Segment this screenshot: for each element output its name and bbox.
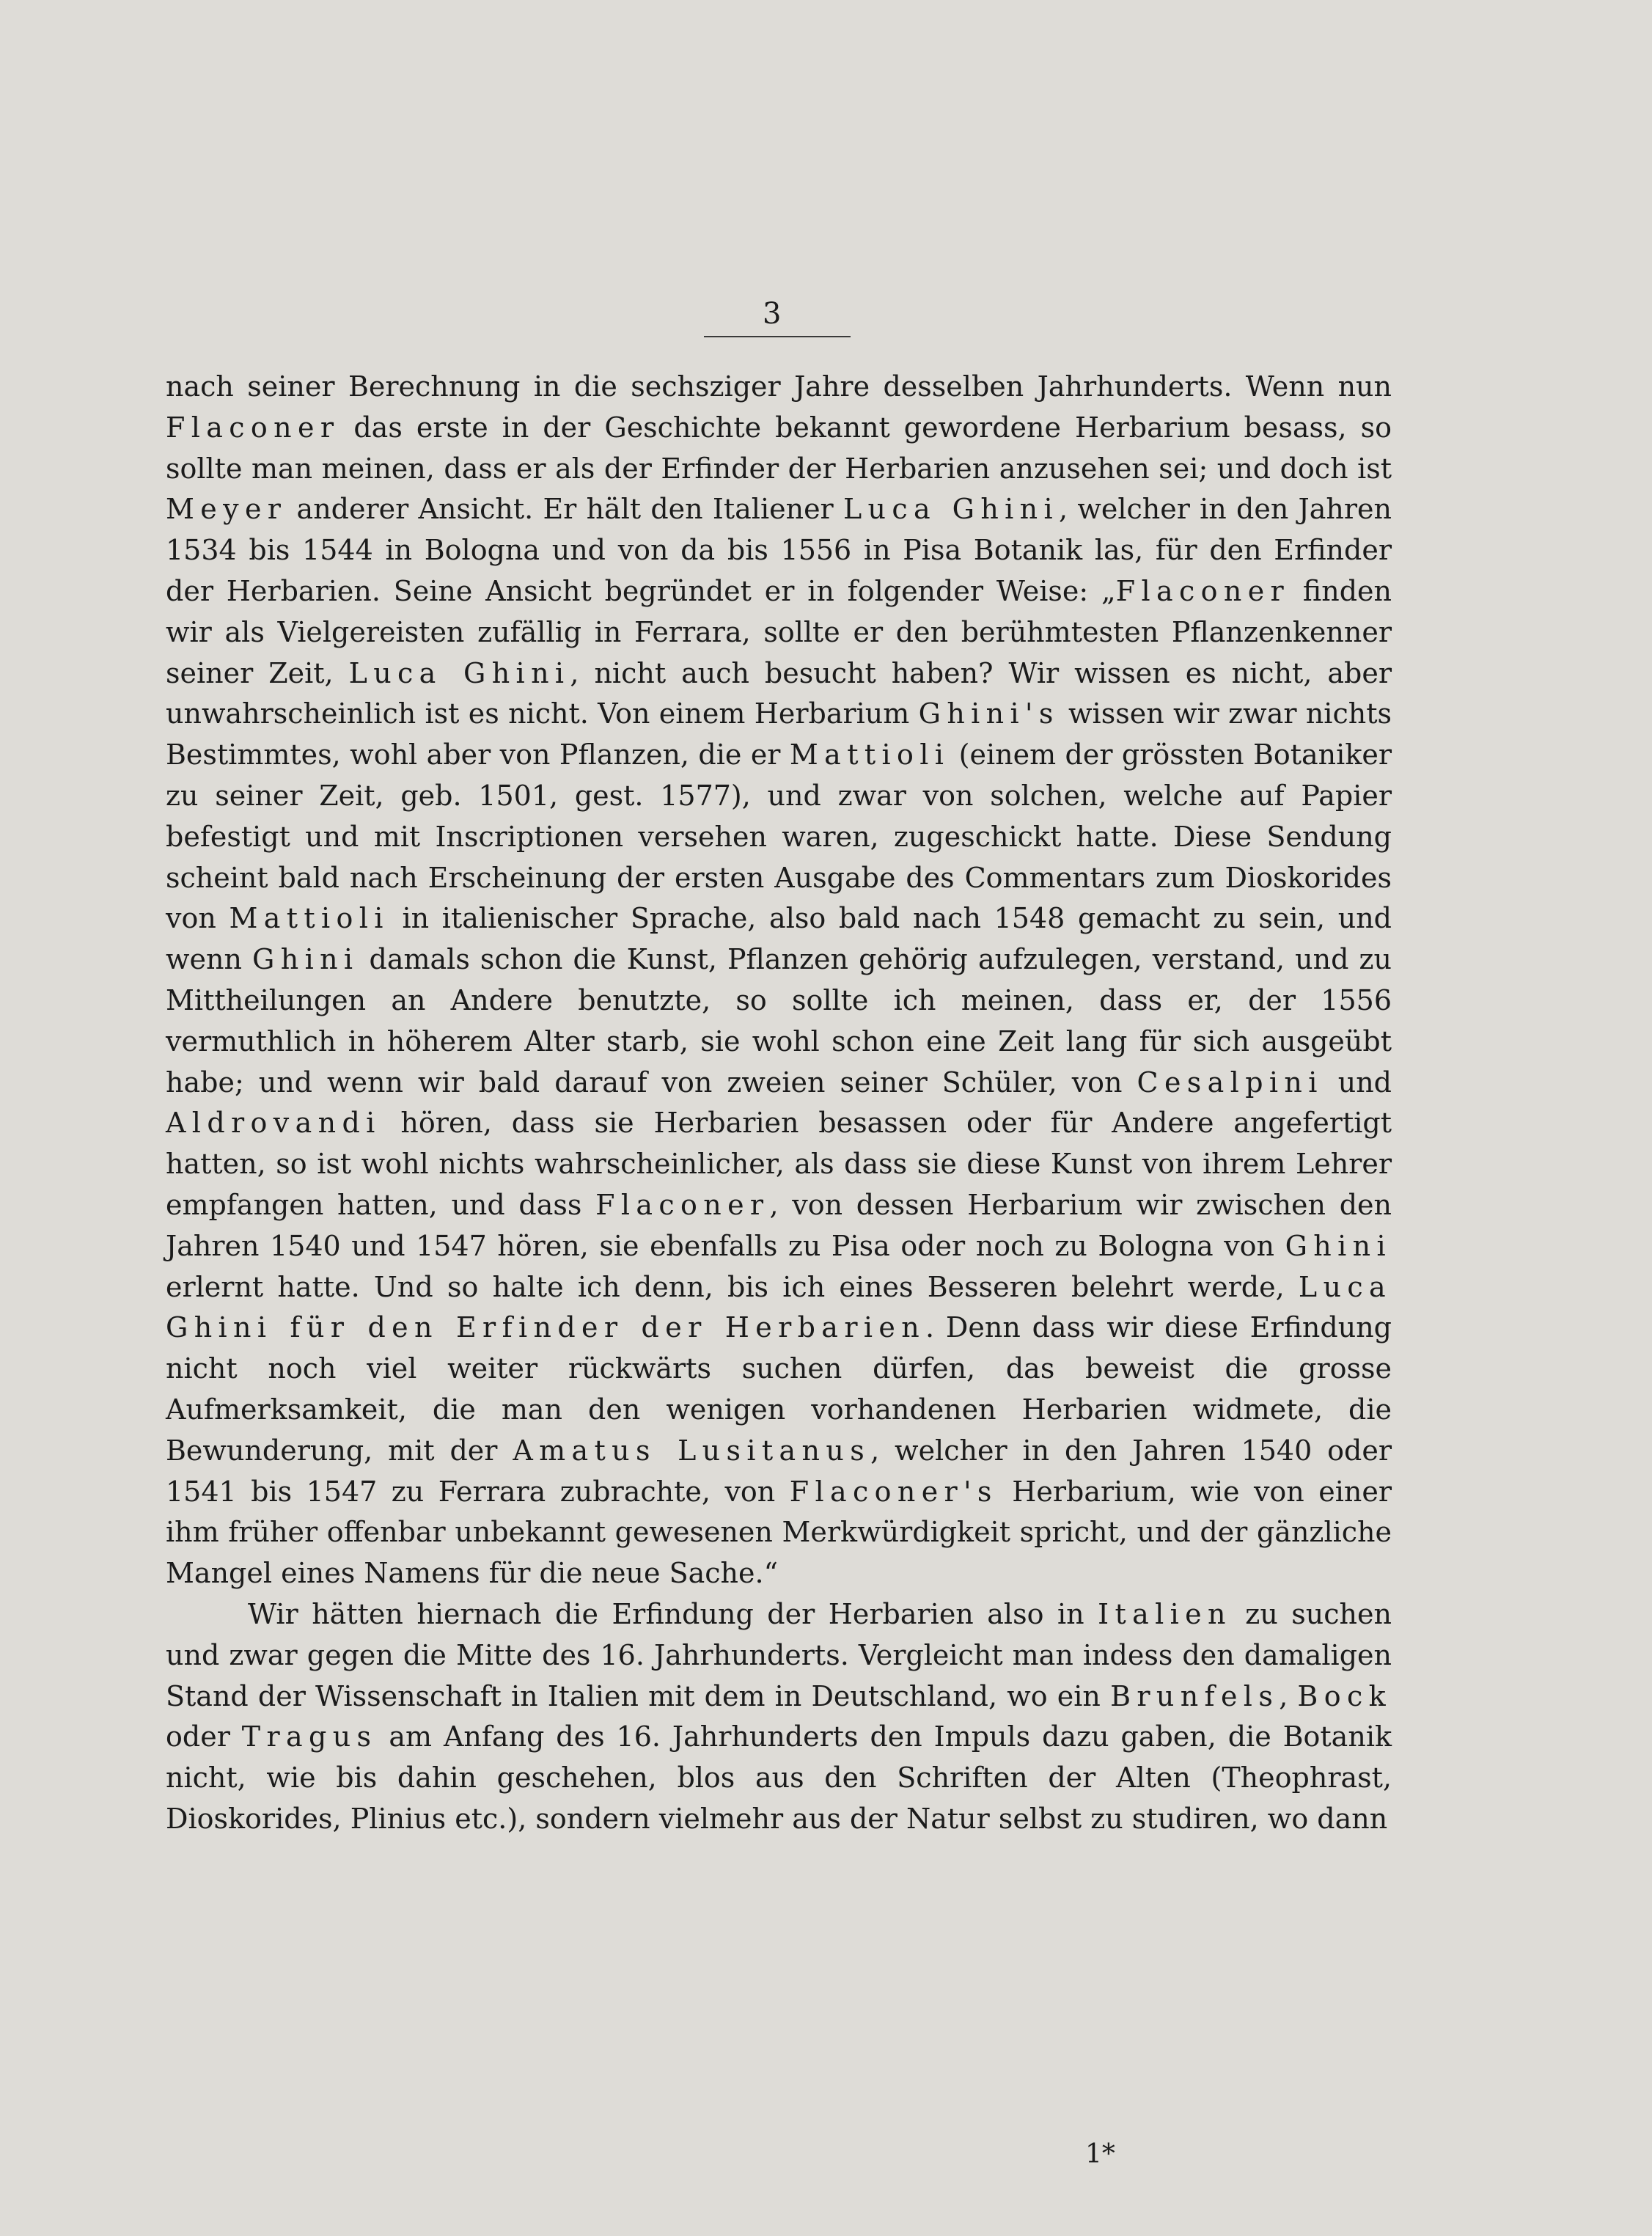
spaced-name: Flaconer [166, 411, 340, 444]
spaced-name: Ghini's [918, 697, 1060, 730]
spaced-name: Brunfels [1110, 1679, 1280, 1712]
spaced-name: Aldrovandi [166, 1107, 381, 1140]
spaced-name: Luca Ghini [348, 656, 570, 689]
text-run: oder [166, 1720, 242, 1753]
text-run: Herbarium, wie von einer ihm früher offenbar unbekannt gewesenen Merkwürdigkeit spricht, und der gänzliche Mangel eines Namens für die neue Sache.“ [166, 1475, 1392, 1590]
text-run: anderer Ansicht. Er hält den Italiener [287, 493, 843, 526]
body-text [166, 367, 1392, 1840]
spaced-name: Amatus Lusitanus [513, 1434, 871, 1467]
text-run: , von dessen Herbarium wir zwischen den Jahren 1540 und 1547 hören, sie ebenfalls zu Pisa oder noch zu Bologna von [166, 1188, 1392, 1262]
text-run: erlernt hatte. Und so halte ich denn, bis ich eines Besseren belehrt werde, [166, 1270, 1299, 1303]
text-run: in italienischer Sprache, also bald nach 1548 gemacht zu sein, und wenn [166, 902, 1392, 976]
spaced-name: Mattioli [229, 902, 389, 935]
text-run: Wir hätten hiernach die Erfindung der Herbarien also in [248, 1597, 1098, 1630]
text-run: zu suchen und zwar gegen die Mitte des 16. Jahrhunderts. Vergleicht man indess den damaligen Stand der Wissenschaft in Italien mit dem in Deutschland, wo ein [166, 1597, 1392, 1712]
text-run: , nicht auch besucht haben? Wir wissen es nicht, aber unwahrscheinlich ist es nicht. Von einem Herbarium [166, 656, 1392, 730]
text-run: , [1279, 1679, 1298, 1712]
spaced-name: Ghini [252, 943, 359, 976]
spaced-name: Cesalpini [1137, 1066, 1324, 1099]
paragraph-1 [166, 367, 1392, 1594]
header-rule [704, 336, 851, 337]
text-run: , welcher in den Jahren 1540 oder 1541 bis 1547 zu Ferrara zubrachte, von [166, 1434, 1392, 1508]
page-number: 3 [763, 297, 782, 331]
spaced-name: Luca Ghini [842, 493, 1060, 526]
spaced-name: Ghini [1285, 1229, 1392, 1262]
spaced-name: Flaconer [595, 1188, 770, 1221]
spaced-name: Bock [1297, 1679, 1392, 1712]
spaced-name: Luca Ghini für den Erfinder der Herbarien [166, 1270, 1392, 1344]
text-run: am Anfang des 16. Jahrhunderts den Impuls dazu gaben, die Botanik nicht, wie bis dahin geschehen, blos aus den Schriften der Alten (Theophrast, Dioskorides, Plinius etc.), sondern vielmehr aus der Natur selbst zu studiren, wo dann [166, 1720, 1392, 1835]
spaced-name: Tragus [241, 1720, 378, 1753]
paragraph-2 [166, 1594, 1392, 1840]
signature-mark: 1* [1085, 2139, 1115, 2169]
text-run: hören, dass sie Herbarien besassen oder für Andere angefertigt hatten, so ist wohl nichts wahrscheinlicher, als dass sie diese Kunst von ihrem Lehrer empfangen hatten, und dass [166, 1107, 1392, 1221]
text-run: damals schon die Kunst, Pflanzen gehörig aufzulegen, verstand, und zu Mittheilungen an Andere benutzte, so sollte ich meinen, dass er, der 1556 vermuthlich in höherem Alter starb, sie wohl schon eine Zeit lang für sich ausgeübt habe; und wenn wir bald darauf von zweien seiner Schüler, von [166, 943, 1392, 1099]
text-run: und [1323, 1066, 1392, 1099]
text-run: finden wir als Vielgereisten zufällig in Ferrara, sollte er den berühmtesten Pflanzenkenner seiner Zeit, [166, 574, 1392, 689]
spaced-name: Italien [1098, 1597, 1232, 1630]
spaced-name: Flaconer's [789, 1475, 998, 1508]
text-run: (einem der grössten Botaniker zu seiner Zeit, geb. 1501, gest. 1577), und zwar von solchen, welche auf Papier befestigt und mit Inscriptionen versehen waren, zugeschickt hatte. Diese Sendung scheint bald nach Erscheinung der ersten Ausgabe des Commentars zum Dioskorides von [166, 738, 1392, 935]
spaced-name: Flaconer [1115, 574, 1291, 607]
text-run: nach seiner Berechnung in die sechsziger Jahre desselben Jahrhunderts. Wenn nun [166, 370, 1392, 403]
text-run: wissen wir zwar nichts Bestimmtes, wohl aber von Pflanzen, die er [166, 697, 1392, 771]
text-run: . Denn dass wir diese Erfindung nicht noch viel weiter rückwärts suchen dürfen, das beweist die grosse Aufmerksamkeit, die man den wenigen vorhandenen Herbarien widmete, die Bewunderung, mit der [166, 1311, 1392, 1467]
text-run: , welcher in den Jahren 1534 bis 1544 in Bologna und von da bis 1556 in Pisa Botanik las, für den Erfinder der Herbarien. Seine Ansicht begründet er in folgender Weise: „ [166, 493, 1392, 607]
spaced-name: Mattioli [789, 738, 950, 771]
spaced-name: Meyer [166, 493, 287, 526]
text-run: das erste in der Geschichte bekannt gewordene Herbarium besass, so sollte man meinen, dass er als der Erfinder der Herbarien anzusehen sei; und doch ist [166, 411, 1392, 485]
